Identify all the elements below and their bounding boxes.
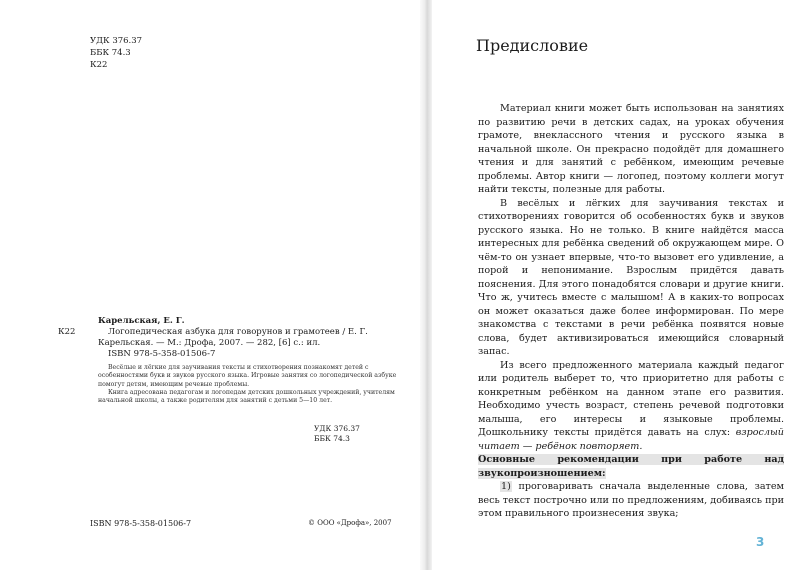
page-title: Предисловие xyxy=(476,36,589,55)
catalog-annotation xyxy=(98,364,398,405)
preface-body xyxy=(478,102,784,521)
preface-paragraph: Материал книги может быть использован на занятиях по развитию речи в детских садах, на уроках обучения грамоте, внеклассного чтения и русского языка в начальной школе. Он прекрасно подойдёт для домашнего чтения и для занятий с ребёнком, имеющим речевые проблемы. Автор книги — логопед, поэтому коллеги могут найти тексты, полезные для работы. xyxy=(478,103,784,195)
recommendations-heading xyxy=(478,453,784,480)
preface-italic-phrase: взрослый читает — ребёнок повторяет. xyxy=(478,427,784,452)
recommendation-item xyxy=(478,480,784,521)
catalog-card xyxy=(58,316,398,405)
right-page xyxy=(432,0,800,570)
catalog-author: Карельская, Е. Г. xyxy=(98,316,185,326)
annotation-paragraph: Книга адресована педагогам и логопедам детских дошкольных учреждений, учителям начальной школы, а также родителям для занятий с детьми 5—10 лет. xyxy=(98,388,395,405)
udc-bottom-block xyxy=(314,424,360,444)
annotation-paragraph: Весёлые и лёгкие для заучивания тексты и стихотворения познакомят детей с особенностями букв и звуков русского языка. Игровые занятия со логопедической азбуке помогут детям, имеющим речевые проблемы. xyxy=(98,364,397,388)
udc-code: УДК 376.37 xyxy=(90,36,143,46)
catalog-isbn: ISBN 978-5-358-01506-7 xyxy=(108,349,216,359)
bbk-code: ББК 74.3 xyxy=(90,48,131,58)
recommendations-heading-text: Основные рекомендации при работе над звукопроизношением: xyxy=(478,454,784,479)
catalog-title-line: Логопедическая азбука для говорунов и грамотеев / Е. Г. Карельская. — М.: Дрофа, 2007. — 282, [6] с.: ил. xyxy=(98,327,368,348)
isbn-footer: ISBN 978-5-358-01506-7 xyxy=(90,519,192,528)
copyright-notice: © ООО «Дрофа», 2007 xyxy=(308,519,392,527)
preface-paragraph xyxy=(478,359,784,454)
preface-paragraph-text: Из всего предложенного материала каждый педагог или родитель выберет то, что приоритетно для работы с конкретным ребёнком на данном этапе его развития. Необходимо учесть возраст, степень речевой подготовки малыша, его интересы и языковые проблемы. Дошкольнику тексты придётся давать на слух: xyxy=(478,359,784,438)
preface-paragraph: В весёлых и лёгких для заучивания текстах и стихотворениях говорится об особенностях букв и звуков русского языка. Но не только. В книге найдётся масса интересных для ребёнка сведений об окружающем мире. О чём-то он узнает впервые, что-то вызовет его удивление, а порой и непонимание. Взрослым придётся давать пояснения. Для этого понадобятся словари и другие книги. Что ж, учитесь вместе с малышом! А в каких-то вопросах он может оказаться даже более информирован. По мере знакомства с текстами в речи ребёнка появятся новые слова, будет активизироваться имеющийся словарный запас. xyxy=(478,197,784,357)
author-sign: К22 xyxy=(90,60,108,70)
recommendation-number: 1) xyxy=(501,481,511,492)
udc-code: УДК 376.37 xyxy=(314,424,360,433)
udc-top-block xyxy=(90,35,142,71)
book-gutter xyxy=(420,0,432,570)
catalog-index: К22 xyxy=(58,327,76,337)
recommendation-text: проговаривать сначала выделенные слова, затем весь текст построчно или по предложениям, добиваясь при этом правильного произнесения звука; xyxy=(478,481,784,519)
page-number: 3 xyxy=(756,535,765,549)
bbk-code: ББК 74.3 xyxy=(314,434,350,443)
